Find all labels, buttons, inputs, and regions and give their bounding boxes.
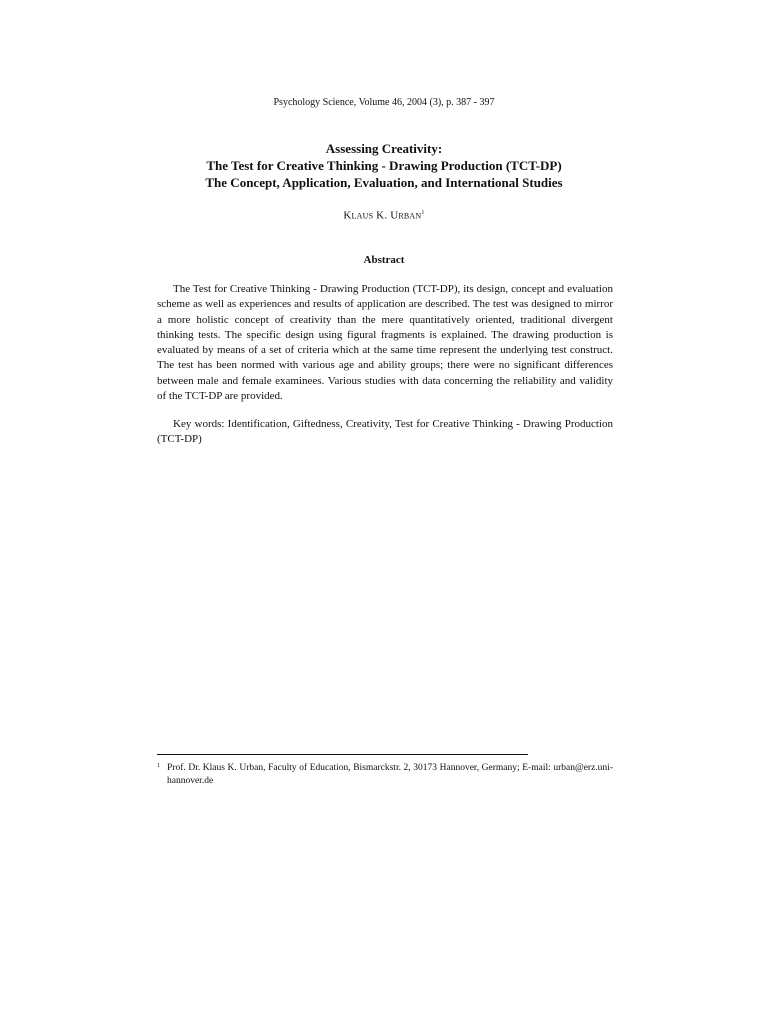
footnote-divider: [157, 754, 528, 755]
title-line-1: Assessing Creativity:: [325, 141, 443, 156]
keywords: Key words: Identification, Giftedness, Creativity, Test for Creative Thinking - Drawing Production (TCT-DP): [157, 418, 613, 446]
title-line-2: The Test for Creative Thinking - Drawing Production (TCT-DP): [206, 158, 562, 173]
footnote-text: Prof. Dr. Klaus K. Urban, Faculty of Education, Bismarckstr. 2, 30173 Hannover, Germany; E-mail: urban@erz.uni-hannover.de: [167, 763, 613, 786]
footnote: [157, 762, 613, 787]
footnote-mark: 1: [157, 763, 160, 769]
author-name: Klaus K. Urban: [343, 209, 422, 222]
abstract-heading: Abstract: [363, 254, 405, 266]
paper-title: [0, 140, 768, 191]
abstract-body: The Test for Creative Thinking - Drawing Production (TCT-DP), its design, concept and evaluation scheme as well as experiences and results of application are described. The test was designed to mirror a more holistic concept of creativity than the mere quantitatively oriented, traditional divergent thinking tests. The specific design using figural fragments is explained. The drawing production is evaluated by means of a set of criteria which at the same time represent the underlying test construct. The test has been normed with various age and ability groups; there were no significant differences between male and female examinees. Various studies with data concerning the reliability and validity of the TCT-DP are provided.: [157, 283, 613, 403]
author-footnote-mark: 1: [421, 210, 425, 216]
journal-citation: Psychology Science, Volume 46, 2004 (3), p. 387 - 397: [273, 97, 495, 108]
title-line-3: The Concept, Application, Evaluation, and International Studies: [205, 175, 563, 190]
author-line: [0, 206, 768, 223]
